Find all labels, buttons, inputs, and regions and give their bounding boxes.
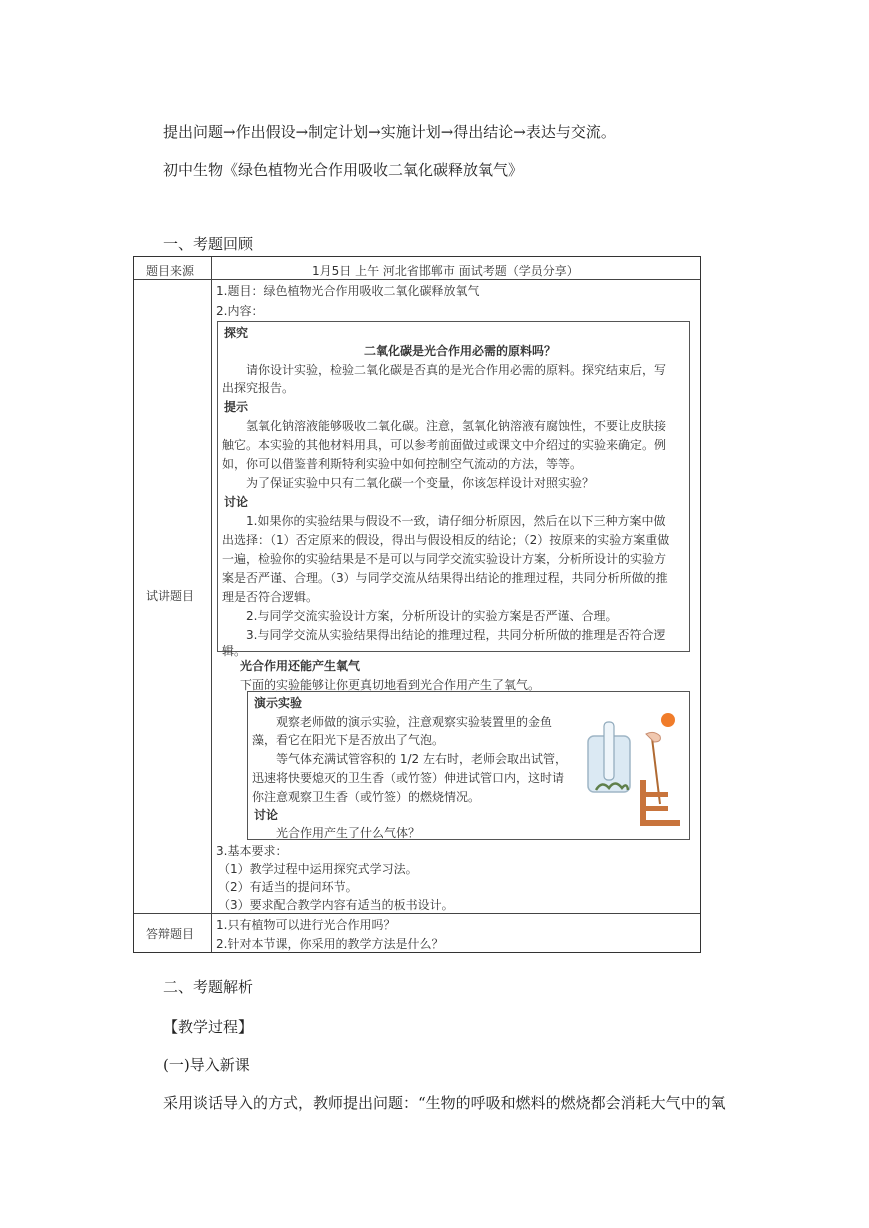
inquiry-heading: 探究 [224,326,249,340]
demo-heading: 演示实验 [254,696,303,710]
defense-label: 答辩题目 [146,927,195,941]
hint-text: 为了保证实验中只有二氧化碳一个变量，你该怎样设计对照实验？ [246,476,595,490]
section-heading-1: 一、考题回顾 [163,235,254,253]
requirements-title: 3.基本要求： [216,844,288,858]
textbook-excerpt-demo [247,691,690,840]
hint-heading: 提示 [224,400,249,414]
demo-text: 藻，看它在阳光下是否放出了气泡。 [252,733,445,747]
demo-text: 你注意观察卫生香（或竹签）的燃烧情况。 [252,790,481,804]
discuss-text: 理是否符合逻辑。 [222,590,319,604]
exam-table [133,256,701,953]
discuss-text: 2.与同学交流实验设计方案，分析所设计的实验方案是否严谨、合理。 [246,609,618,623]
sun-icon [661,713,675,727]
requirement-item: （3）要求配合教学内容有适当的板书设计。 [218,898,454,912]
source-value: 1月5日 上午 河北省邯郸市 面试考题（学员分享） [312,264,579,278]
hint-text: 触它。本实验的其他材料用具，可以参考前面做过或课文中介绍过的实验来确定。例 [222,438,667,452]
test-tube-icon [604,722,614,780]
stand-icon [640,780,646,826]
teaching-process-heading: 【教学过程】 [163,1018,254,1036]
oxygen-text: 下面的实验能够让你更真切地看到光合作用产生了氧气。 [240,678,541,692]
intro-line-2: 初中生物《绿色植物光合作用吸收二氧化碳释放氧气》 [163,161,524,179]
demo-text: 观察老师做的演示实验，注意观察实验装置里的金鱼 [276,715,553,729]
demo-text: 等气体充满试管容积的 1/2 左右时，老师会取出试管， [276,752,567,766]
inquiry-text: 请你设计实验，检验二氧化碳是否真的是光合作用必需的原料。探究结束后，写 [246,363,667,377]
discuss-text: 1.如果你的实验结果与假设不一致，请仔细分析原因，然后在以下三种方案中做 [246,514,666,528]
intro-line-1: 提出问题→作出假设→制定计划→实施计划→得出结论→表达与交流。 [163,123,616,141]
discuss-text: 案是否严谨、合理。（3）与同学交流从结果得出结论的推理过程，共同分析所做的推 [222,571,668,585]
requirement-item: （2）有适当的提问环节。 [218,880,358,894]
row-divider [134,279,700,280]
section-heading-2: 二、考题解析 [163,978,254,996]
hand-icon [646,732,660,742]
subsection-heading: (一)导入新课 [163,1056,250,1074]
discuss-text: 3.与同学交流从实验结果得出结论的推理过程，共同分析所做的推理是否符合逻 [246,628,666,642]
defense-question: 2.针对本节课，你采用的教学方法是什么？ [216,937,444,951]
discuss-text: 一遍，检验你的实验结果是不是可以与同学交流实验设计方案，分析所设计的实验方 [222,552,667,566]
experiment-apparatus-illustration [576,708,686,828]
content-label: 2.内容： [216,304,264,318]
demo-discuss-text: 光合作用产生了什么气体？ [276,826,421,840]
textbook-excerpt-inquiry [217,321,690,658]
hint-text: 如，你可以借鉴普利斯特利实验中如何控制空气流动的方法，等等。 [222,457,583,471]
inquiry-text: 出探究报告。 [222,381,295,395]
source-label: 题目来源 [146,264,195,278]
lecture-label: 试讲题目 [146,589,195,603]
demo-text: 迅速将快要熄灭的卫生香（或竹签）伸进试管口内，这时请 [252,771,565,785]
row-divider [134,913,700,914]
discuss-text: 出选择：（1）否定原来的假设，得出与假设相反的结论；（2）按原来的实验方案重做 [222,533,670,547]
discuss-text: 辑。 [222,644,247,658]
inquiry-question: 二氧化碳是光合作用必需的原料吗？ [364,344,557,358]
oxygen-heading: 光合作用还能产生氧气 [240,659,361,673]
hint-text: 氢氧化钠溶液能够吸收二氧化碳。注意，氢氧化钠溶液有腐蚀性，不要让皮肤接 [246,419,667,433]
column-divider [211,257,212,952]
discuss-heading: 讨论 [224,495,249,509]
requirement-item: （1）教学过程中运用探究式学习法。 [218,862,418,876]
demo-discuss-heading: 讨论 [254,808,279,822]
paragraph-text: 采用谈话导入的方式，教师提出问题：“生物的呼吸和燃料的燃烧都会消耗大气中的氧 [163,1094,726,1112]
defense-question: 1.只有植物可以进行光合作用吗？ [216,918,396,932]
topic-title: 1.题目：绿色植物光合作用吸收二氧化碳释放氧气 [216,284,480,298]
